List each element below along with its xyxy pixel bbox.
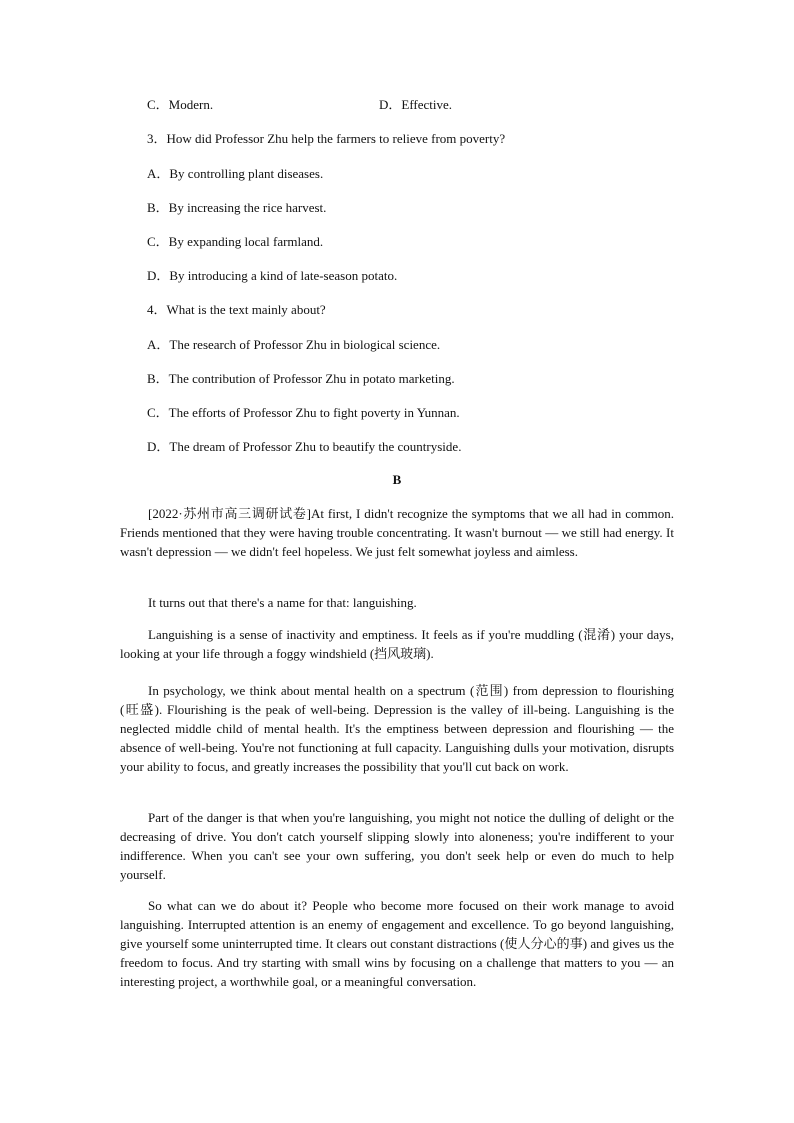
q3-option-b: B．By increasing the rice harvest. [147, 200, 327, 215]
section-heading: B [392, 472, 402, 487]
q2-option-d: D．Effective. [379, 97, 453, 112]
passage-paragraph: Part of the danger is that when you're languishing, you might not notice the dulling of delight or the decreasing of drive. You don't catch yourself slipping slowly into aloneness; you're indifferent to your indifference. When you can't see your own suffering, you don't seek help or even do much to help yourself. [120, 810, 674, 882]
q4-option-a: A．The research of Professor Zhu in biological science. [147, 337, 441, 352]
passage-paragraph: In psychology, we think about mental health on a spectrum (范围) from depression to flourishing (旺盛). Flourishing is the peak of well-being. Depression is the valley of ill-being. Languishing is the neglected middle child of mental health. It's the emptiness between depression and flourishing — the absence of well-being. You're not functioning at full capacity. Languishing dulls your motivation, disrupts your ability to focus, and greatly increases the possibility that you'll cut back on work. [120, 683, 674, 774]
passage-paragraph: [2022·苏州市高三调研试卷]At first, I didn't recognize the symptoms that we all had in common. Friends mentioned that they were having trouble concentrating. It wasn't burnout — we still had energy. It wasn't depression — we didn't feel hopeless. We just felt somewhat joyless and aimless. [120, 506, 674, 559]
q4-option-d: D．The dream of Professor Zhu to beautify the countryside. [147, 439, 462, 454]
passage-paragraph: It turns out that there's a name for that: languishing. [148, 595, 417, 610]
passage-paragraph: Languishing is a sense of inactivity and emptiness. It feels as if you're muddling (混淆) your days, looking at your life through a foggy windshield (挡风玻璃). [120, 627, 674, 661]
q4-option-c: C．The efforts of Professor Zhu to fight poverty in Yunnan. [147, 405, 460, 420]
q3-option-c: C．By expanding local farmland. [147, 234, 324, 249]
passage-paragraph: So what can we do about it? People who become more focused on their work manage to avoid languishing. Interrupted attention is an enemy of engagement and excellence. To go beyond languishing, give yourself some uninterrupted time. It clears out constant distractions (使人分心的事) and gives us the freedom to focus. And try starting with small wins by focusing on a challenge that matters to you — an interesting project, a worthwhile goal, or a meaningful conversation. [120, 898, 674, 989]
q3-option-a: A．By controlling plant diseases. [147, 166, 324, 181]
q4-stem: 4．What is the text mainly about? [147, 302, 326, 317]
q4-option-b: B．The contribution of Professor Zhu in potato marketing. [147, 371, 455, 386]
q3-option-d: D．By introducing a kind of late-season potato. [147, 268, 398, 283]
q3-stem: 3．How did Professor Zhu help the farmers to relieve from poverty? [147, 131, 506, 146]
q2-option-c: C．Modern. [147, 97, 214, 112]
